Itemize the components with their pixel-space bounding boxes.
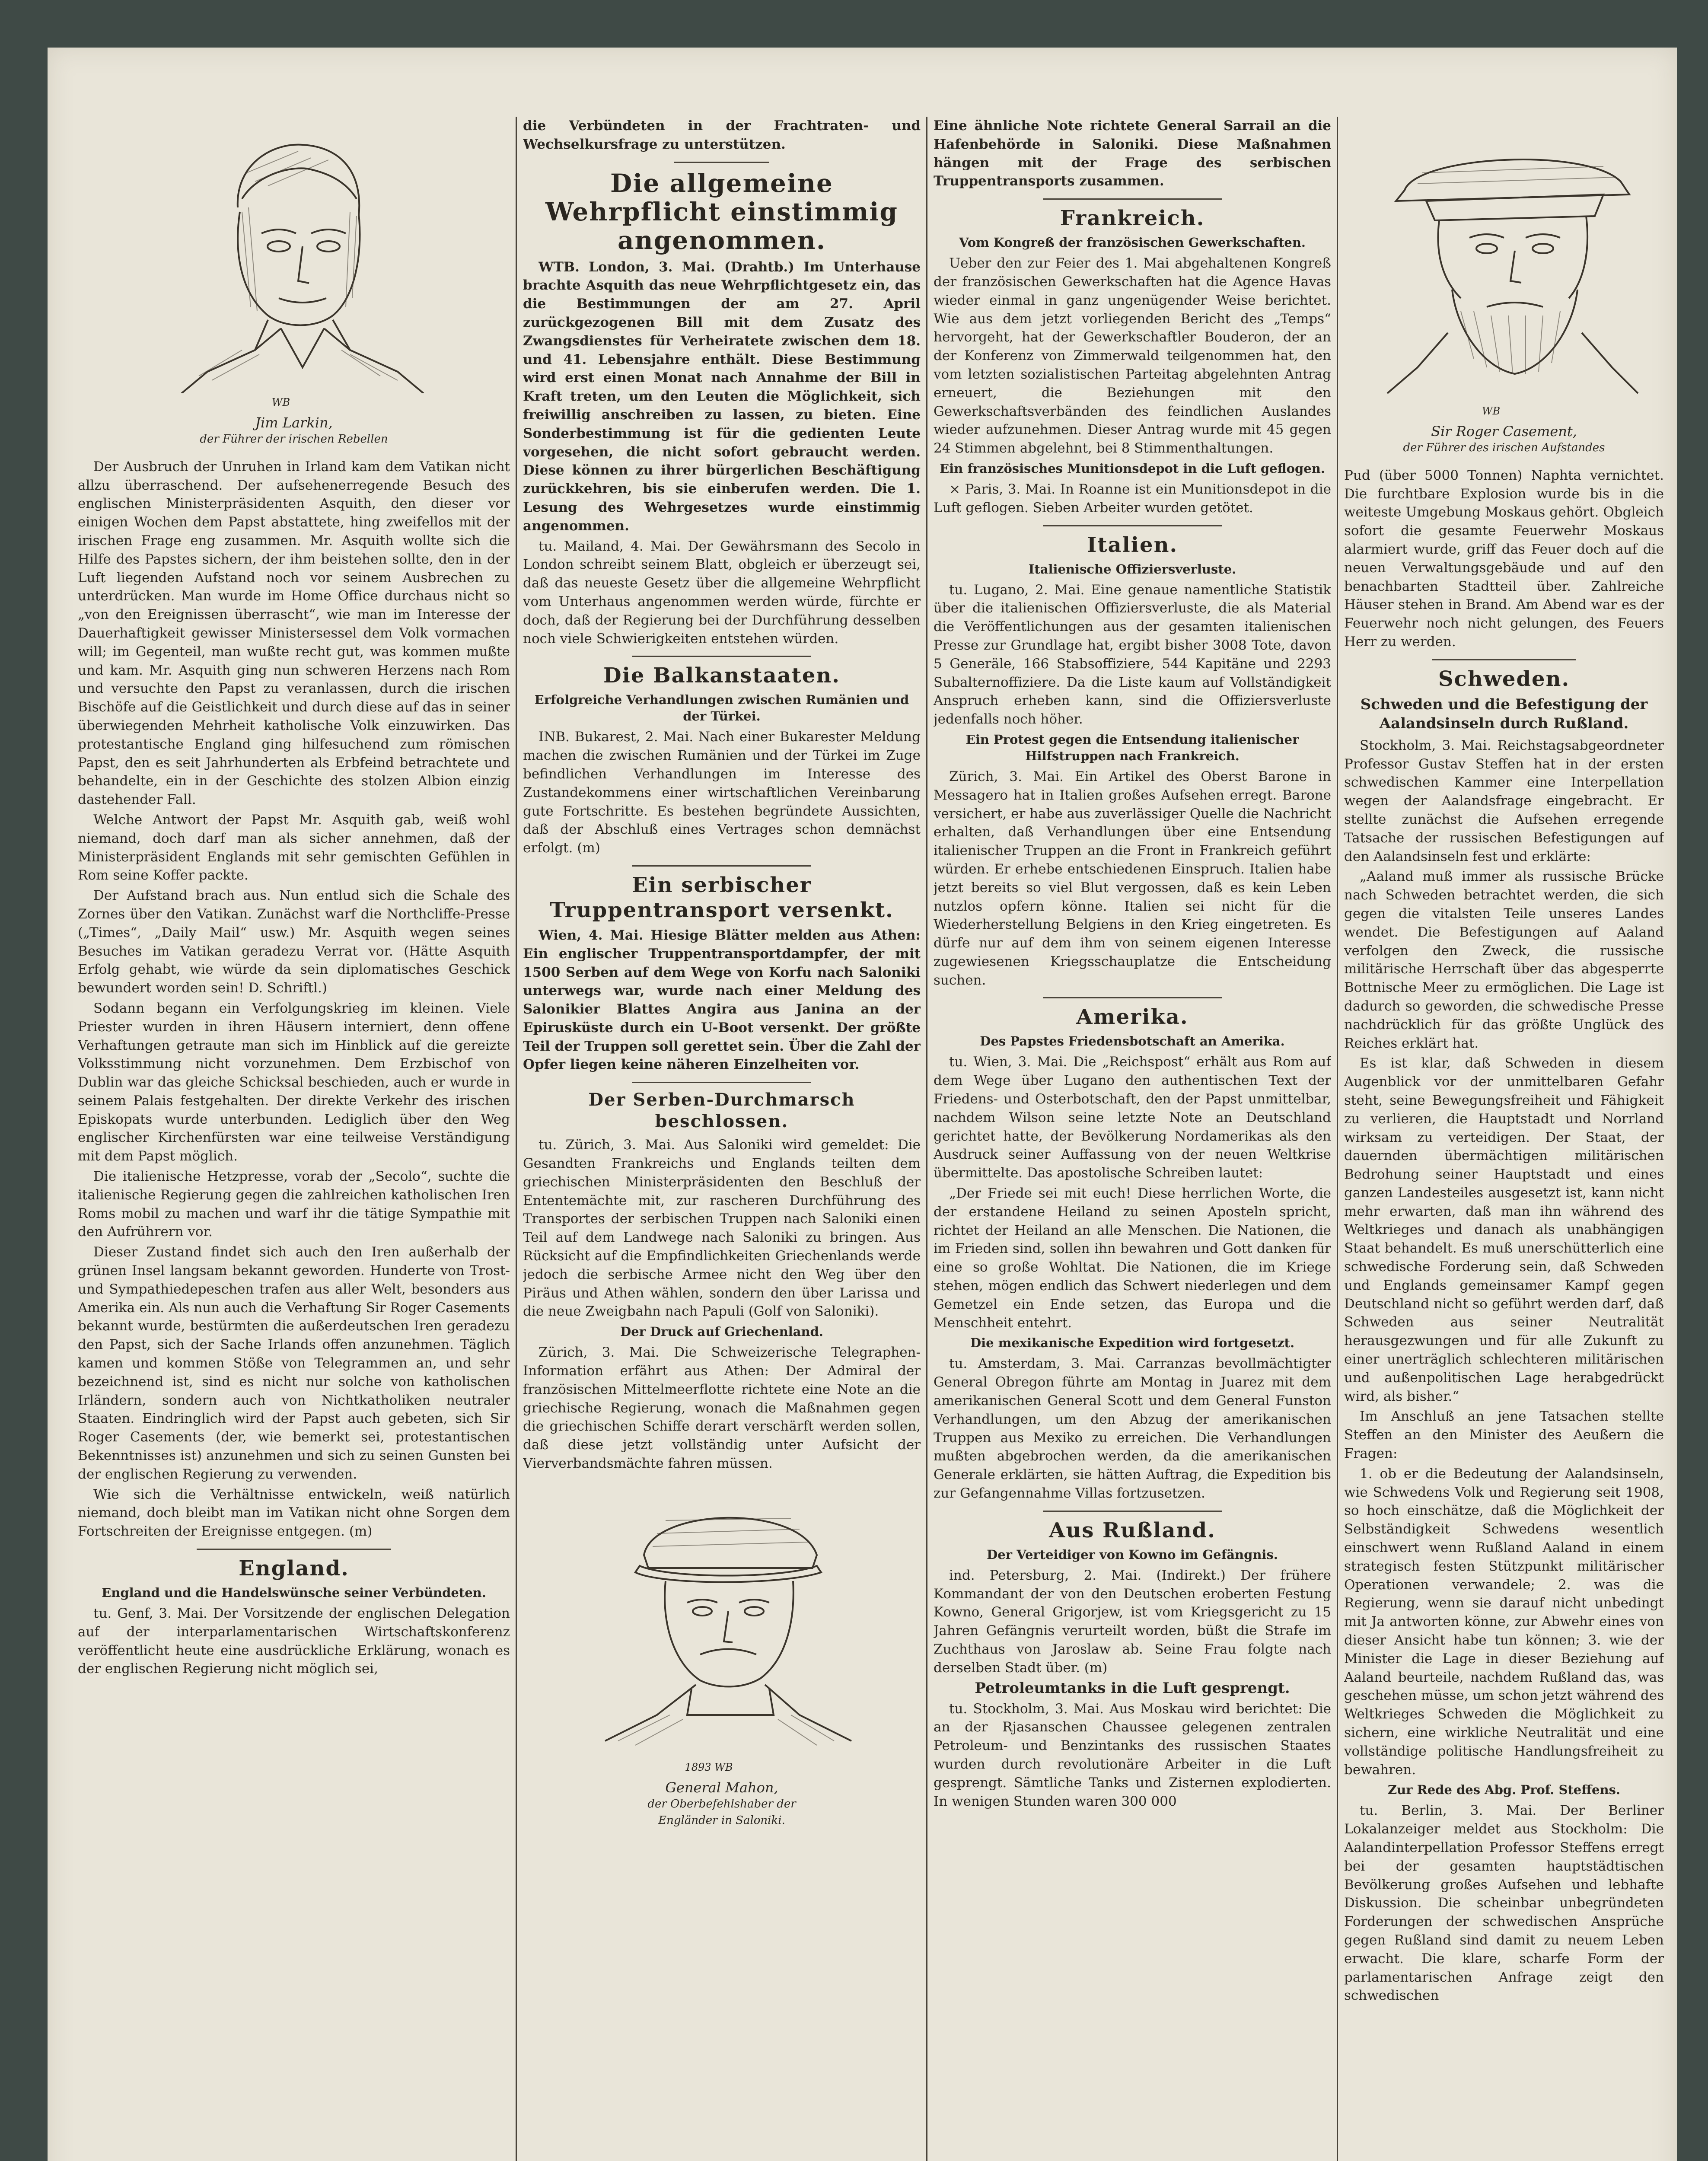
portrait-signature: WB	[271, 396, 290, 408]
portrait-larkin-drawing	[156, 125, 432, 393]
article-subheading: Schweden und die Befestigung der Aalandsinseln durch Rußland.	[1360, 695, 1648, 732]
article-paragraph: Wien, 4. Mai. Hiesige Blätter melden aus Athen: Ein englischer Truppentransportdampfer, der mit 1500 Serben auf dem Wege von Korfu nach Saloniki unterwegs war, wurde nach einer Meldung des Salonikier Blattes Angira aus Janina an der Epirusküste durch ein U-Boot versenkt. Der größte Teil der Truppen soll gerettet sein. Über die Zahl der Opfer liegen keine näheren Einzelheiten vor.	[523, 927, 921, 1073]
headline-wehrpflicht: Die allgemeine Wehrpflicht einstimmig angenommen.	[545, 168, 898, 255]
separator	[632, 1082, 811, 1083]
article-subheading: Des Papstes Friedensbotschaft an Amerika.	[980, 1034, 1285, 1049]
portrait-caption	[647, 1779, 796, 1829]
caption-role: der Führer der irischen Rebellen	[200, 432, 388, 446]
caption-line: Engländer in Saloniki.	[658, 1814, 785, 1827]
article-subheading: Der Druck auf Griechenland.	[620, 1324, 823, 1339]
article-subheading: Petroleumtanks in die Luft gesprengt.	[975, 1679, 1290, 1697]
article-paragraph: Der Ausbruch der Unruhen in Irland kam dem Vatikan nicht allzu überraschend. Der aufsehenerregende Besuch des englischen Ministerpräsidenten Asquith, den dieser vor einigen Wochen dem Papst abstattete, hing zweifellos mit der irischen Frage eng zusammen. Mr. Asquith wollte sich die Hilfe des Papstes sichern, der ihm beistehen sollte, den in der Luft liegenden Aufstand noch vor seinem Ausbrechen zu unterdrücken. Man wurde im Home Office durchaus nicht so „von den Ereignissen überrascht“, wie man im Interesse der Dauerhaftigkeit gewisser Ministersessel dem Volk vormachen will; im Gegenteil, man wußte recht gut, was kommen mußte und kam. Mr. Asquith ging nun schweren Herzens nach Rom und versuchte den Papst zu veranlassen, durch die irischen Bischöfe auf die Geistlichkeit und durch diese auf das in seiner überwiegenden Mehrheit katholische Volk einzuwirken. Das protestantische England ging hilfesuchend zum römischen Papst, den es seit Jahrhunderten als Erbfeind betrachtete und behandelte, ein in der Geschichte des stolzen Albion einzig dastehender Fall.	[78, 459, 510, 808]
article-continuation: Pud (über 5000 Tonnen) Naphta vernichtet. Die furchtbare Explosion wurde bis in die weiteste Umgebung Moskaus gehört. Obgleich sofort die gesamte Feuerwehr Moskaus alarmiert wurde, griff das Feuer doch auf die neuen Verwaltungsgebäude und auf den benachbarten Stadtteil über. Zahlreiche Häuser stehen in Brand. Am Abend war es der Feuerwehr noch nicht gelungen, des Feuers Herr zu werden.	[1344, 467, 1664, 650]
article-paragraph: tu. Wien, 3. Mai. Die „Reichspost“ erhält aus Rom auf dem Wege über Lugano den authentischen Text der Friedens- und Osterbotschaft, den der Papst unmittelbar, nachdem Wilson seine letzte Note an Deutschland gerichtet hatte, der Bevölkerung Nordamerikas als den Ausdruck seiner Auffassung von der neuen Weltkrise übermittelte. Das apostolische Schreiben lautet:	[934, 1054, 1331, 1181]
article-paragraph: Der Aufstand brach aus. Nun entlud sich die Schale des Zornes über den Vatikan. Zunächst warf die Northcliffe-Presse („Times“, „Daily Mail“ usw.) Mr. Asquith wegen seines Besuches im Vatikan geradezu Verrat vor. (Hätte Asquith Erfolg gehabt, wie würde da sein diplomatisches Geschick bewundert worden sein! D. Schriftl.)	[78, 888, 510, 996]
article-continuation: Eine ähnliche Note richtete General Sarrail an die Hafenbehörde in Saloniki. Diese Maßnahmen hängen mit der Frage des serbischen Truppentransports zusammen.	[934, 118, 1331, 189]
headline-frankreich: Frankreich.	[1060, 206, 1205, 231]
separator	[1043, 198, 1222, 200]
column-rule	[1337, 117, 1338, 2161]
portrait-casement	[1344, 125, 1664, 456]
article-paragraph: 1. ob er die Bedeutung der Aalandsinseln, wie Schwedens Volk und Regierung seit 1908, so hoch einschätze, daß die Möglichkeit der Selbständigkeit Schwedens wesentlich einschwert wenn Rußland Aaland in einem strategisch festen Stützpunkt militärischer Operationen verwandele; 2. was die Regierung, wenn sie darauf nicht unbedingt mit Ja antworten könne, zur Abwehr eines von dieser Ansicht habe tun können; 3. wie der Minister die Lage in dieser Beziehung auf Aaland beurteile, nachdem Rußland das, was geschehen müsse, um schon jetzt während des Weltkrieges Schweden die Möglichkeit zu sichern, eine wirkliche Neutralität und eine vollständige politische Handlungsfreiheit zu bewahren.	[1344, 1466, 1664, 1778]
article-paragraph: WTB. London, 3. Mai. (Drahtb.) Im Unterhause brachte Asquith das neue Wehrpflichtgesetz ein, das die Bestimmungen der am 27. April zurückgezogenen Bill mit dem Zusatz des Zwangsdienstes für Verheiratete zwischen dem 18. und 41. Lebensjahre enthält. Diese Bestimmung wird erst einen Monat nach Annahme der Bill in Kraft treten, um den Leuten die Möglichkeit, sich freiwillig anschreiben zu lassen, zu bieten. Eine Sonderbestimmung ist für die gedienten Leute vorgesehen, die nicht sofort gebraucht werden. Diese können zu ihrer bürgerlichen Beschäftigung zurückkehren, bis sie einberufen werden. Die 1. Lesung des Wehrgesetzes wurde einstimmig angenommen.	[523, 259, 921, 534]
headline-serben-durchmarsch: Der Serben-Durchmarsch beschlossen.	[588, 1090, 855, 1132]
separator	[1043, 997, 1222, 998]
separator	[1043, 525, 1222, 526]
portrait-caption	[200, 414, 388, 447]
article-paragraph: tu. Lugano, 2. Mai. Eine genaue namentliche Statistik über die italienischen Offiziersverluste, die als Material die Veröffentlichungen aus der gesamten italienischen Presse zur Grundlage hat, ergibt bisher 3008 Tote, davon 5 Generäle, 166 Stabsoffiziere, 544 Kapitäne und 2293 Subalternoffiziere. Da die Liste kaum auf Vollständigkeit Anspruch erheben kann, sind die Offiziersverluste jedenfalls noch höher.	[934, 582, 1331, 727]
article-paragraph: Zürich, 3. Mai. Die Schweizerische Telegraphen-Information erfährt aus Athen: Der Admiral der französischen Mittelmeerflotte richtete eine Note an die griechische Regierung, wonach die Maßnahmen gegen die griechischen Schiffe derart verschärft werden sollen, daß diese jetzt vollständig unter Aufsicht der Vierverbandsmächte fahren müssen.	[523, 1345, 921, 1472]
newspaper-page	[48, 48, 1677, 2161]
article-paragraph: tu. Amsterdam, 3. Mai. Carranzas bevollmächtigter General Obregon führte am Montag in Juarez mit dem amerikanischen General Scott und dem General Funston Verhandlungen, um den Abzug der amerikanischen Truppen aus Mexiko zu erreichen. Die Verhandlungen mußten abgebrochen werden, da die amerikanischen Generale erklärten, sie hätten Auftrag, die Expedition bis zur Gefangennahme Villas fortzusetzen.	[934, 1356, 1331, 1501]
headline-schweden: Schweden.	[1438, 666, 1570, 691]
separator	[632, 865, 811, 867]
article-subheading: Vom Kongreß der französischen Gewerkschaften.	[959, 235, 1306, 250]
separator	[632, 656, 811, 657]
portrait-mahon	[523, 1482, 921, 1829]
column-rule	[516, 117, 517, 2161]
article-subheading: Zur Rede des Abg. Prof. Steffens.	[1387, 1782, 1620, 1798]
headline-amerika: Amerika.	[1076, 1005, 1189, 1030]
article-paragraph: Sodann begann ein Verfolgungskrieg im kleinen. Viele Priester wurden in ihren Häusern interniert, denn offene Verhaftungen getraute man sich im Hinblick auf die gereizte Volksstimmung nicht vorzunehmen. Dem Erzbischof von Dublin war das gleiche Schicksal beschieden, auch er wurde in seinem Palais festgehalten. Der direkte Verkehr des irischen Episkopats wurde unterbunden. Lediglich über den Weg englischer Kirchenfürsten war eine teilweise Verständigung mit dem Papst möglich.	[78, 1000, 510, 1164]
portrait-caption	[1403, 423, 1605, 456]
article-paragraph: Stockholm, 3. Mai. Reichstagsabgeordneter Professor Gustav Steffen hat in der ersten schwedischen Kammer eine Interpellation wegen der Aalandsfrage eingebracht. Er stellte zunächst die Aufsehen erregende Tatsache der russischen Befestigungen auf den Aalandsinseln fest und erklärte:	[1344, 737, 1664, 864]
separator	[1043, 1511, 1222, 1512]
article-paragraph: × Paris, 3. Mai. In Roanne ist ein Munitionsdepot in die Luft geflogen. Sieben Arbeiter wurden getötet.	[934, 481, 1331, 516]
article-paragraph: tu. Genf, 3. Mai. Der Vorsitzende der englischen Delegation auf der interparlamentarischen Wirtschaftskonferenz veröffentlicht heute eine ausdrückliche Erklärung, wonach es der englischen Regierung nicht möglich sei,	[78, 1606, 510, 1677]
article-paragraph: Es ist klar, daß Schweden in diesem Augenblick vor der unmittelbaren Gefahr steht, seine Bewegungsfreiheit und Fähigkeit zu verlieren, die Hauptstadt und Norrland wirksam zu verteidigen. Der Staat, der dauernden übermächtigen militärischen Bedrohung seiner Hauptstadt und eines ganzen Landesteiles ausgesetzt ist, kann nicht mehr erwarten, daß man ihn während des Weltkrieges und danach als unabhängigen Staat behandelt. Es muß unerschütterlich eine schwedische Forderung sein, daß Schweden und Englands gemeinsamer Kampf gegen Deutschland nicht so geführt werden darf, daß Schweden aus seiner Neutralität herausgezwungen und für alle Zukunft zu einer unerträglich schlechteren militärischen und außenpolitischen Lage herabgedrückt wird, als bisher.“	[1344, 1055, 1664, 1404]
separator	[1432, 659, 1576, 660]
portrait-larkin	[78, 125, 510, 447]
separator	[197, 1549, 391, 1550]
article-paragraph: tu. Mailand, 4. Mai. Der Gewährsmann des Secolo in London schreibt seinem Blatt, obgleich er überzeugt sei, daß das neueste Gesetz über die allgemeine Wehrpflicht vom Unterhaus angenommen werden würde, fürchte er doch, daß der Regierung bei der Durchführung desselben noch viele Schwierigkeiten entstehen würden.	[523, 538, 921, 647]
column-4	[1344, 117, 1664, 2007]
article-paragraph: „Aaland muß immer als russische Brücke nach Schweden betrachtet werden, die sich gegen die vitalsten Teile unseres Landes wendet. Die Befestigungen auf Aaland verfolgen den Zweck, die russische militärische Herrschaft über das abgesperrte Bottnische Meer zu ermöglichen. Die Lage ist dadurch so geworden, die schwedische Presse nachdrücklich für das größte Unglück des Reiches erklärt hat.	[1344, 869, 1664, 1051]
article-paragraph: ind. Petersburg, 2. Mai. (Indirekt.) Der frühere Kommandant der von den Deutschen eroberten Festung Kowno, General Grigorjew, ist vom Kriegsgericht zu 15 Jahren Gefängnis verurteilt worden, büßt die Strafe im Zuchthaus von Jaroslaw ab. Seine Frau folgte nach derselben Stadt über. (m)	[934, 1567, 1331, 1676]
article-paragraph: Die italienische Hetzpresse, vorab der „Secolo“, suchte die italienische Regierung gegen die zahlreichen katholischen Iren Roms mobil zu machen und warf ihr die tätige Sympathie mit den Aufrührern vor.	[78, 1169, 510, 1240]
caption-line: General Mahon,	[665, 1779, 778, 1796]
article-subheading: Italienische Offiziersverluste.	[1028, 561, 1236, 577]
portrait-signature: 1893 WB	[685, 1761, 733, 1773]
column-2	[523, 117, 921, 1839]
article-paragraph: Welche Antwort der Papst Mr. Asquith gab, weiß wohl niemand, doch darf man als sicher annehmen, daß der Ministerpräsident Englands mit sehr gemischten Gefühlen in Rom seine Koffer packte.	[78, 812, 510, 883]
article-paragraph: Dieser Zustand findet sich auch den Iren außerhalb der grünen Insel langsam bekannt geworden. Hunderte von Trost- und Sympathiedepeschen trafen aus aller Welt, besonders aus Amerika ein. Als nun auch die Verhaftung Sir Roger Casements bekannt wurde, bestürmten die außerdeutschen Iren geradezu den Papst, sich der Sache Irlands offen anzunehmen. Täglich kamen und kommen Stöße von Telegrammen an, und sehr bezeichnend ist, sind es nicht nur solche von katholischen Irländern, sondern auch von Nichtkatholiken neutraler Staaten. Eindringlich wird der Papst auch gebeten, sich Sir Roger Casements (der, wie bemerkt sei, protestantischen Bekenntnisses ist) anzunehmen und sich zu seinen Gunsten bei der englischen Regierung zu verwenden.	[78, 1244, 510, 1482]
section-heading-england: England.	[239, 1556, 349, 1581]
article-subheading: Die mexikanische Expedition wird fortgesetzt.	[970, 1335, 1295, 1351]
article-paragraph: tu. Stockholm, 3. Mai. Aus Moskau wird berichtet: Die an der Rjasanschen Chaussee gelegenen zentralen Petroleum- und Benzintanks des russischen Staates wurden durch revolutionäre Arbeiter in die Luft gesprengt. Sämtliche Tanks und Zisternen explodierten. In wenigen Stunden waren 300 000	[934, 1701, 1331, 1809]
caption-role: der Führer des irischen Aufstandes	[1403, 441, 1605, 454]
article-paragraph: INB. Bukarest, 2. Mai. Nach einer Bukarester Meldung machen die zwischen Rumänien und der Türkei im Zuge befindlichen Verhandlungen im Interesse des Zustandekommens einer wirtschaftlichen Vereinbarung gute Fortschritte. Es bestehen begründete Aussichten, daß der Abschluß eines Vertrages schon demnächst erfolgt. (m)	[523, 729, 921, 856]
article-subheading: England und die Handelswünsche seiner Verbündeten.	[102, 1585, 486, 1600]
column-rule	[926, 117, 927, 2161]
caption-name: Sir Roger Casement,	[1431, 423, 1577, 440]
article-continuation: die Verbündeten in der Frachtraten- und Wechselkursfrage zu unterstützen.	[523, 118, 921, 152]
headline-aus-russland: Aus Rußland.	[1049, 1518, 1216, 1543]
article-subheading: Ein Protest gegen die Entsendung italienischer Hilfstruppen nach Frankreich.	[966, 732, 1299, 763]
article-paragraph: tu. Zürich, 3. Mai. Aus Saloniki wird gemeldet: Die Gesandten Frankreichs und Englands teilten dem griechischen Ministerpräsidenten den Beschluß der Ententemächte mit, zur rascheren Durchführung des Transportes der serbischen Truppen nach Saloniki einen Teil auf dem Landwege nach Saloniki zu bringen. Aus Rücksicht auf die Empfindlichkeiten Griechenlands werde jedoch die serbische Armee nicht den Weg über den Piräus und Athen wählen, sondern den über Larissa und die neue Zweigbahn nach Papuli (Golf von Saloniki).	[523, 1137, 921, 1320]
caption-line: der Oberbefehlshaber der	[647, 1797, 796, 1810]
article-subheading: Erfolgreiche Verhandlungen zwischen Rumänien und der Türkei.	[534, 692, 909, 724]
article-subheading: Ein französisches Munitionsdepot in die Luft geflogen.	[940, 461, 1325, 476]
portrait-signature: WB	[1482, 405, 1501, 417]
column-3	[934, 117, 1331, 1812]
caption-name: Jim Larkin,	[255, 414, 333, 431]
article-paragraph: Zürich, 3. Mai. Ein Artikel des Oberst Barone in Messagero hat in Italien großes Aufsehen erregt. Barone versichert, er habe aus zuverlässiger Quelle die Nachricht erhalten, daß Verhandlungen über eine Entsendung italienischer Truppen an die Front in Frankreich geführt würden. Er erhebe entschiedenen Einspruch. Italien habe jetzt bereits so viel Blut vergossen, daß es kein Leben nutzlos opfern könne. Italien sei nicht für die Wiederherstellung Belgiens in den Krieg eingetreten. Es dürfe nur auf dem ihm von seinem eigenen Interesse zugewiesenen Kriegsschauplatze die Entscheidung suchen.	[934, 768, 1331, 988]
article-paragraph: „Der Friede sei mit euch! Diese herrlichen Worte, die der erstandene Heiland zu seinen Aposteln spricht, richtet der Heiland an alle Menschen. Die Nationen, die im Frieden sind, sollen ihn bewahren und Gott danken für eine so große Wohltat. Die Nationen, die im Kriege stehen, mögen endlich das Schwert niederlegen und dem Gemetzel ein Ende setzen, das Europa und die Menschheit entehrt.	[934, 1186, 1331, 1331]
portrait-mahon-drawing	[558, 1482, 886, 1758]
article-paragraph: Ueber den zur Feier des 1. Mai abgehaltenen Kongreß der französischen Gewerkschaften hat die Agence Havas wieder einmal in ganz ungenügender Weise berichtet. Wie aus dem jetzt vorliegenden Bericht des „Temps“ hervorgeht, hat der Gewerkschaftler Bouderon, der an der Konferenz von Zimmerwald teilgenommen hat, den vom letzten sozialistischen Parteitag abgelehnten Antrag erneuert, die Beziehungen mit den Gewerkschaftsverbänden des feindlichen Auslandes wieder aufzunehmen. Dieser Antrag wurde mit 45 gegen 24 Stimmen abgelehnt, bei 8 Stimmenthaltungen.	[934, 255, 1331, 456]
headline-italien: Italien.	[1087, 532, 1178, 557]
article-paragraph: Im Anschluß an jene Tatsachen stellte Steffen an den Minister des Aeußern die Fragen:	[1344, 1409, 1664, 1462]
headline-balkanstaaten: Die Balkanstaaten.	[603, 663, 840, 688]
article-paragraph: tu. Berlin, 3. Mai. Der Berliner Lokalanzeiger meldet aus Stockholm: Die Aalandinterpellation Professor Steffens erregt bei der gesamten hauptstädtischen Bevölkerung großes Aufsehen und lebhafte Diskussion. Die scheinbar unbegründeten Forderungen der schwedischen Ansprüche gegen Rußland sind damit zu neuem Leben erwacht. Die klare, scharfe Form der parlamentarischen Anfrage zeigt den schwedischen	[1344, 1803, 1664, 2004]
separator	[674, 162, 770, 163]
article-subheading: Der Verteidiger von Kowno im Gefängnis.	[987, 1547, 1278, 1562]
article-paragraph: Wie sich die Verhältnisse entwickeln, weiß natürlich niemand, doch bleibt man im Vatikan nicht ohne Sorgen dem Fortschreiten der Ereignisse entgegen. (m)	[78, 1486, 510, 1539]
column-1	[78, 117, 510, 1680]
headline-truppentransport: Ein serbischer Truppentransport versenkt.	[550, 873, 894, 922]
portrait-casement-drawing	[1361, 125, 1647, 402]
